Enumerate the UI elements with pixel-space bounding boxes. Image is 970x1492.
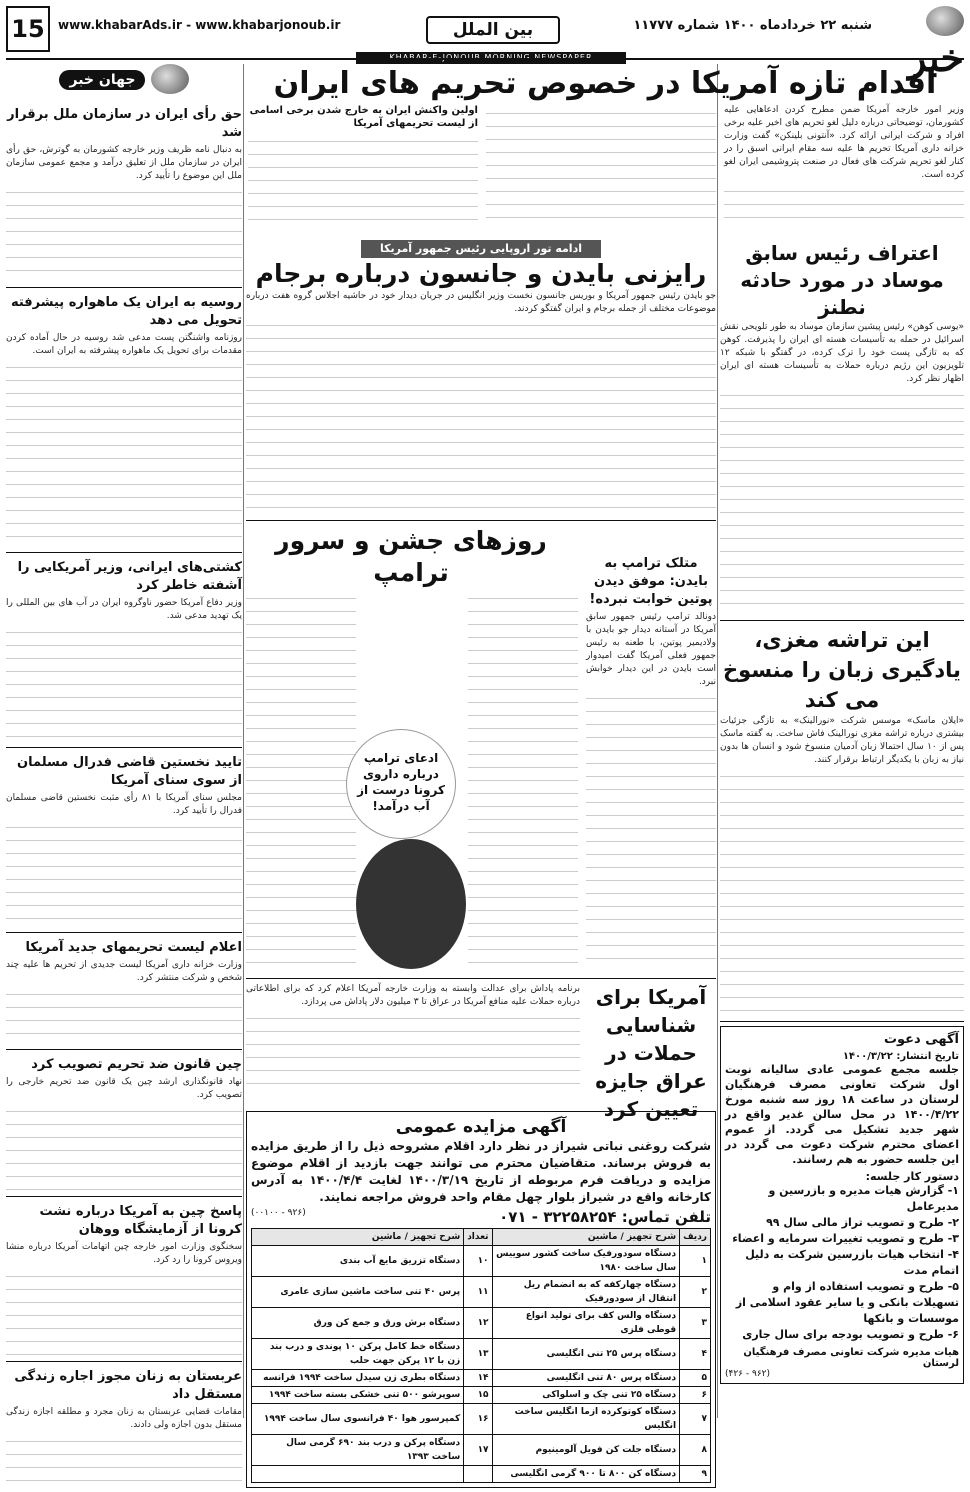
trump-sidebar xyxy=(586,549,716,959)
lead-subheading: اولین واکنش ایران به خارج شدن برخی اسامی از لیست تحریمهای آمریکا xyxy=(249,105,478,129)
table-cell: دستگاه پرکن و درب بند ۶۹۰ گرمی سال ساخت ۱۳۹۳ xyxy=(252,1435,464,1466)
divider xyxy=(6,1196,242,1197)
story-body: جو بایدن رئیس جمهور آمریکا و بوریس جانسون نخست وزیر انگلیس در جریان دیدار خود در حاشیه اجلاس گروه هفت درباره موضوعات مختلف از جمله برجام و ایران گفتگو کردند. xyxy=(246,291,716,314)
invitation-notice xyxy=(720,1026,964,1384)
text-block xyxy=(246,316,716,516)
table-row xyxy=(252,1277,711,1308)
text-block xyxy=(6,623,242,743)
agenda-item: ۱- گزارش هیات مدیره و بازرسین و مدیرعامل xyxy=(768,1184,959,1213)
agenda-label: دستور کار جلسه: xyxy=(865,1170,959,1183)
ad-table-body xyxy=(252,1246,711,1483)
ad-phone[interactable]: تلفن تماس: ۳۲۲۵۸۲۵۴ - ۰۷۱ xyxy=(499,1208,711,1226)
table-cell: دستگاه بطری زن سیدل ساخت ۱۹۹۴ فرانسه xyxy=(252,1370,464,1387)
iraq-text xyxy=(246,983,580,1103)
table-cell: ۱۷ xyxy=(464,1435,492,1466)
article-title: اعلام لیست تحریمهای جدید آمریکا xyxy=(25,940,242,955)
table-row xyxy=(252,1466,711,1483)
table-cell xyxy=(252,1466,464,1483)
logo-text: خبر xyxy=(908,35,964,80)
notice-body: جلسه مجمع عمومی عادی سالیانه نوبت اول شرکت تعاونی مصرف فرهنگیان لرستان در ساعت ۱۸ روز سه شنبه مورخ ۱۴۰۰/۴/۲۲ در محل سالن غدیر واقع در شهر جدید تشکیل می گردد. از عموم اعضای محترم شرکت دعوت می گردد در این جلسه حضور به هم رسانند. xyxy=(725,1063,959,1166)
article-body: وزارت خزانه داری آمریکا لیست جدیدی از تحریم ها علیه چند شخص و شرکت منتشر کرد. xyxy=(6,960,242,983)
table-cell: دستگاه خط کامل پرکن ۱۰ پوندی و درب بند زن با ۱۲ پرکن جهت حلب xyxy=(252,1339,464,1370)
table-cell: دستگاه کوتوکرده ازما انگلیس ساخت انگلیس xyxy=(492,1404,680,1435)
table-row xyxy=(252,1387,711,1404)
agenda-item: ۶- طرح و تصویب بودجه برای سال جاری xyxy=(742,1328,959,1341)
column-divider xyxy=(717,64,718,1418)
column-header: شرح تجهیز / ماشین xyxy=(252,1229,464,1246)
text-block xyxy=(6,1102,242,1192)
agenda-item: ۵- طرح و تصویب استفاده از وام و تسهیلات بانکی و یا سایر عقود اسلامی از موسسات و بانکها xyxy=(735,1280,959,1325)
table-cell: سوپرشو ۵۰۰ تنی خشکی بسته ساخت ۱۹۹۴ xyxy=(252,1387,464,1404)
table-cell: ۲ xyxy=(680,1277,711,1308)
agenda-item: ۴- انتخاب هیات بازرسین شرکت به دلیل اتمام مدت xyxy=(745,1248,959,1277)
world-news-header xyxy=(6,64,242,100)
mossad-headline: اعتراف رئیس سابق موساد در مورد حادثه نطنز xyxy=(740,241,944,319)
divider xyxy=(6,552,242,553)
table-cell: دستگاه پرس ۸۰ تنی انگلیسی xyxy=(492,1370,680,1387)
lead-story xyxy=(246,64,964,236)
table-cell: ۱۴ xyxy=(464,1370,492,1387)
trump-text-area xyxy=(246,589,578,974)
trump-photo xyxy=(356,839,466,969)
divider xyxy=(720,1021,964,1022)
table-cell: دستگاه جلت کن فویل آلومینیوم xyxy=(492,1435,680,1466)
iraq-headline: آمریکا برای شناسایی حملات در عراق جایزه تعیین کرد xyxy=(595,985,707,1121)
table-row xyxy=(252,1370,711,1387)
mossad-body: «یوسی کوهن» رئیس پیشین سازمان موساد به طور تلویحی نقش اسرائیل در حمله به تأسیسات هسته ای ایران را پذیرفت. کوهن که به تازگی پست خود را ترک کرده، در گفتگو با شبکه ۱۲ تلویزیون این رژیم درباره حملات به تأسیسات هسته ای ایران اظهار نظر کرد. xyxy=(720,322,964,384)
story-headline: رایزنی بایدن و جانسون درباره برجام xyxy=(255,259,707,288)
table-cell xyxy=(464,1466,492,1483)
text-block xyxy=(468,589,578,969)
quote-text: ادعای ترامپ درباره داروی کرونا درست از آب درآمد! xyxy=(357,751,445,813)
auction-ad xyxy=(246,1111,716,1488)
article-title: پاسخ چین به آمریکا درباره نشت کرونا از آزمایشگاه ووهان xyxy=(39,1204,242,1237)
right-column xyxy=(720,240,964,1418)
notice-date: تاریخ انتشار: ۱۴۰۰/۳/۲۲ xyxy=(842,1051,959,1062)
article-title: تایید نخستین قاضی فدرال مسلمان از سوی سنای آمریکا xyxy=(17,755,242,788)
agenda-list xyxy=(725,1183,959,1343)
article-body: مجلس سنای آمریکا با ۸۱ رأی مثبت نخستین قاضی مسلمان فدرال را تأیید کرد. xyxy=(6,793,243,816)
table-cell: دستگاه ۲۵ تنی چک و اسلواکی xyxy=(492,1387,680,1404)
lead-columns xyxy=(246,104,964,224)
lead-col xyxy=(724,104,964,224)
trump-body: دونالد ترامپ رئیس جمهور سابق آمریکا در آستانه دیدار جو بایدن با ولادیمیر پوتین، با طعنه به رئیس جمهور فعلی آمریکا گفت امیدوار است بایدن در این دیدار خوابش نبرد. xyxy=(586,612,716,687)
chip-body: «ایلان ماسک» موسس شرکت «نورالینک» به تازگی جزئیات بیشتری درباره تراشه مغزی نورالینک فاش ساخت. به گفته ماسک پس از ۱۰ سال احتمالا زبان آدمیان منسوخ شود و انسان ها بدون نیاز به زبان با یکدیگر ارتباط برقرار کنند. xyxy=(720,716,964,765)
lead-col xyxy=(248,104,478,224)
table-cell: دستگاه برش ورق و جمع کن ورق xyxy=(252,1308,464,1339)
text-block xyxy=(586,689,716,959)
header-band: KHABAR-E-JONOUB MORNING NEWSPAPER xyxy=(356,52,626,64)
column-header: تعداد xyxy=(464,1229,492,1246)
divider xyxy=(246,978,716,979)
article-body: به دنبال نامه ظریف وزیر خارجه کشورمان به گوترش، حق رأی ایران در سازمان ملل از تعلیق درآمد و مجمع عمومی سازمان ملل این موضوع را تأیید کرد. xyxy=(6,145,242,181)
header-rule xyxy=(6,58,964,60)
table-cell: ۱۰ xyxy=(464,1246,492,1277)
ad-table xyxy=(251,1228,711,1483)
article-body: نهاد قانونگذاری ارشد چین یک قانون ضد تحریم خارجی را تصویب کرد. xyxy=(6,1077,242,1100)
table-cell: ۱۶ xyxy=(464,1404,492,1435)
lead-headline: اقدام تازه آمریکا در خصوص تحریم های ایران xyxy=(273,66,937,101)
text-block xyxy=(6,358,242,548)
quote-bubble xyxy=(346,729,456,839)
text-block xyxy=(6,1267,242,1357)
agenda-item: ۳- طرح و تصویب تغییرات سرمایه و اعضاء xyxy=(732,1232,959,1245)
table-cell: دستگاه چهارکفه که به انضمام ریل انتقال از سودورفیک xyxy=(492,1277,680,1308)
chip-headline: این تراشه مغزی، یادگیری زبان را منسوخ می کند xyxy=(723,628,961,712)
ad-title: آگهی مزایده عمومی xyxy=(395,1117,567,1137)
divider xyxy=(6,287,242,288)
column-header: ردیف xyxy=(680,1229,711,1246)
ad-code: (۹۲۶ - ۰۰۱۰۰) xyxy=(251,1208,306,1218)
table-cell: ۱۲ xyxy=(464,1308,492,1339)
center-column xyxy=(246,240,716,1479)
lead-col xyxy=(486,104,716,224)
table-cell: کمپرسور هوا ۴۰ فرانسوی سال ساخت ۱۹۹۴ xyxy=(252,1404,464,1435)
table-row xyxy=(252,1339,711,1370)
article-body: مقامات قضایی عربستان به زنان مجرد و مطلقه اجازه زندگی مستقل بدون اجازه ولی دادند. xyxy=(6,1407,242,1430)
world-news-label: جهان خبر xyxy=(59,70,145,90)
article-title: کشتی‌های ایرانی، وزیر آمریکایی را آشفته خاطر کرد xyxy=(17,560,242,593)
notice-title: آگهی دعوت xyxy=(883,1032,959,1047)
table-cell: دستگاه کن ۸۰۰ تا ۹۰۰ گرمی انگلیسی xyxy=(492,1466,680,1483)
website[interactable]: www.khabarAds.ir - www.khabarjonoub.ir xyxy=(58,18,341,32)
text-block xyxy=(246,589,356,969)
article-title: عربستان به زنان مجوز اجاره زندگی مستقل داد xyxy=(14,1369,242,1402)
iraq-body: برنامه پاداش برای عدالت وابسته به وزارت خارجه آمریکا اعلام کرد که برای اطلاعاتی درباره حملات علیه منافع آمریکا در عراق تا ۳ میلیون دلار پاداش می پردازد. xyxy=(246,984,580,1007)
agenda-item: ۲- طرح و تصویب تراز مالی سال ۹۹ xyxy=(766,1216,959,1229)
newspaper-logo xyxy=(882,6,964,80)
article-body: سخنگوی وزارت امور خارجه چین اتهامات آمریکا درباره منشا ویروس کرونا را رد کرد. xyxy=(6,1242,242,1265)
ad-contact xyxy=(251,1208,711,1226)
divider xyxy=(720,620,964,621)
table-cell: ۱۳ xyxy=(464,1339,492,1370)
trump-subheading: متلک ترامپ به بایدن: موفق دیدن پوتین خوابت نبرده! xyxy=(589,556,713,607)
table-cell: دستگاه والس کف برای تولید انواع قوطی فلزی xyxy=(492,1308,680,1339)
table-cell: دستگاه تزریق مایع آب بندی xyxy=(252,1246,464,1277)
table-cell: ۷ xyxy=(680,1404,711,1435)
table-cell: ۳ xyxy=(680,1308,711,1339)
text-block xyxy=(6,1432,242,1492)
article-body: روزنامه واشنگتن پست مدعی شد روسیه در حال آماده کردن مقدمات برای تحویل یک ماهواره پیشرفته به ایران است. xyxy=(6,333,242,356)
divider xyxy=(6,1361,242,1362)
table-cell: دستگاه پرس ۲۵ تنی انگلیسی xyxy=(492,1339,680,1370)
text-block xyxy=(720,767,964,1017)
table-header-row xyxy=(252,1229,711,1246)
table-cell: پرس ۴۰ تنی ساخت ماشین سازی عامری xyxy=(252,1277,464,1308)
iraq-headline-box xyxy=(586,983,716,1121)
article-title: حق رأی ایران در سازمان ملل برقرار شد xyxy=(7,107,242,140)
text-block xyxy=(6,818,242,928)
table-cell: ۱۱ xyxy=(464,1277,492,1308)
divider xyxy=(246,520,716,521)
text-block xyxy=(248,132,478,224)
text-block xyxy=(486,104,716,222)
table-cell: ۱ xyxy=(680,1246,711,1277)
left-column xyxy=(6,64,243,1430)
article-title: روسیه به ایران یک ماهواره پیشرفته تحویل می دهد xyxy=(10,295,242,328)
table-row xyxy=(252,1308,711,1339)
table-cell: ۸ xyxy=(680,1435,711,1466)
column-divider xyxy=(243,64,244,1418)
text-block xyxy=(6,985,242,1045)
table-row xyxy=(252,1246,711,1277)
notice-signature: هیات مدیره شرکت تعاونی مصرف فرهنگیان لرستان xyxy=(743,1347,959,1369)
article-title: چین قانون ضد تحریم تصویب کرد xyxy=(31,1057,242,1072)
story-kicker: ادامه تور اروپایی رئیس جمهور آمریکا xyxy=(361,240,601,258)
text-block xyxy=(724,182,964,222)
page-number: 15 xyxy=(6,6,50,52)
divider xyxy=(6,932,242,933)
table-cell: ۴ xyxy=(680,1339,711,1370)
table-row xyxy=(252,1435,711,1466)
issue-line: شنبه ۲۲ خردادماه ۱۴۰۰ شماره ۱۱۷۷۷ xyxy=(633,18,872,33)
text-block xyxy=(720,386,964,616)
text-block xyxy=(246,1009,580,1089)
ad-body: شرکت روغنی نباتی شیراز در نظر دارد اقلام مشروحه ذیل را از طریق مزایده به فروش برساند. متقاضیان محترم می توانند جهت بازدید از اقلام موضوع مزایده و دریافت فرم مربوطه از تاریخ ۱۴۰۰/۳/۱۹ لغایت ۱۴۰۰/۴/۴ به آدرس کارخانه واقع در شیراز بلوار چهل مقام واحد فروش مراجعه نمایند. xyxy=(251,1139,711,1204)
table-cell: ۱۵ xyxy=(464,1387,492,1404)
lead-body: وزیر امور خارجه آمریکا ضمن مطرح کردن ادعاهایی علیه کشورمان، توضیحاتی درباره دلیل لغو تحریم های اخیر علیه برخی افراد و شرکت ایرانی ارائه کرد. «آنتونی بلینکن» گفت وزارت خزانه داری آمریکا تحریم ها علیه سه مقام ایرانی اسبق را در کنار لغو تحریم شرکت های فعال در صنعت پتروشیمی ایران لغو کرده است. xyxy=(724,105,964,180)
article-body: وزیر دفاع آمریکا حضور ناوگروه ایران در آب های بین المللی را یک تهدید مدعی شد. xyxy=(6,598,242,621)
text-block xyxy=(6,183,242,283)
table-cell: دستگاه سودورفیک ساخت کشور سوییس سال ساخت ۱۹۸۰ xyxy=(492,1246,680,1277)
globe-icon xyxy=(926,6,964,36)
notice-code: (۹۶۲ - ۴۲۶) xyxy=(725,1369,771,1379)
table-row xyxy=(252,1404,711,1435)
table-cell: ۶ xyxy=(680,1387,711,1404)
trump-headline: روزهای جشن و سرور ترامپ xyxy=(275,526,547,587)
table-cell: ۵ xyxy=(680,1370,711,1387)
world-globe-icon xyxy=(151,64,189,94)
divider xyxy=(6,747,242,748)
divider xyxy=(6,1049,242,1050)
column-header: شرح تجهیز / ماشین xyxy=(492,1229,680,1246)
table-cell: ۹ xyxy=(680,1466,711,1483)
section-label: بین الملل xyxy=(426,16,560,44)
iraq-story xyxy=(246,983,716,1121)
